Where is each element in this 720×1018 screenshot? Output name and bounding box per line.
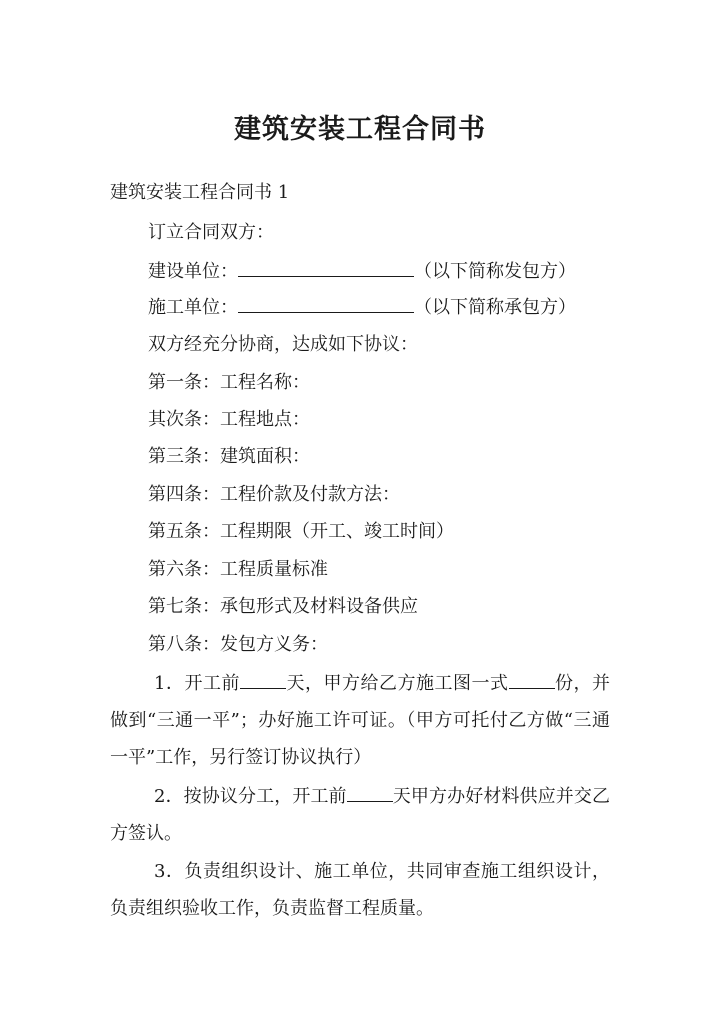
- contractor-line: [148, 292, 576, 323]
- item-1-paragraph: [110, 665, 610, 776]
- article-8: 第八条：发包方义务：: [148, 634, 328, 655]
- contractor-note: （以下简称承包方）: [414, 297, 576, 318]
- article-7: 第七条：承包形式及材料设备供应: [148, 596, 418, 617]
- document-subtitle: 建筑安装工程合同书 1: [110, 182, 290, 203]
- agreement-line: 双方经充分协商，达成如下协议：: [148, 334, 418, 355]
- item-1-text-a: 1．开工前: [154, 673, 240, 694]
- item-3-paragraph: 3．负责组织设计、施工单位，共同审查施工组织设计，负责组织验收工作，负责监督工程质量。: [110, 861, 610, 919]
- item-1-blank-copies: [509, 670, 555, 689]
- parties-intro: 订立合同双方：: [148, 222, 274, 243]
- item-1-text-b: 天，甲方给乙方施工图一式: [285, 673, 509, 694]
- builder-line: [148, 256, 576, 287]
- builder-blank: [238, 256, 414, 277]
- builder-note: （以下简称发包方）: [414, 261, 576, 282]
- item-2-blank-days: [347, 783, 393, 802]
- contractor-label: 施工单位：: [148, 297, 238, 318]
- document-title: 建筑安装工程合同书: [234, 114, 486, 145]
- item-1-blank-days: [240, 670, 286, 689]
- article-6: 第六条：工程质量标准: [148, 559, 328, 580]
- article-4: 第四条：工程价款及付款方法：: [148, 484, 400, 505]
- article-2: 其次条：工程地点：: [148, 409, 310, 430]
- item-2-text-b: 天甲方办好材料供应并交乙方签认。: [110, 786, 610, 844]
- article-3: 第三条：建筑面积：: [148, 446, 310, 467]
- contractor-blank: [238, 292, 414, 313]
- item-2-paragraph: [110, 778, 610, 852]
- item-1-text-c: 份，并做到“三通一平”；办好施工许可证。（甲方可托付乙方做“三通一平”工作，另行签订协议执行）: [110, 673, 611, 768]
- article-5: 第五条：工程期限（开工、竣工时间）: [148, 521, 454, 542]
- item-2-text-a: 2．按协议分工，开工前: [154, 786, 347, 807]
- builder-label: 建设单位：: [148, 261, 238, 282]
- article-1: 第一条：工程名称：: [148, 372, 310, 393]
